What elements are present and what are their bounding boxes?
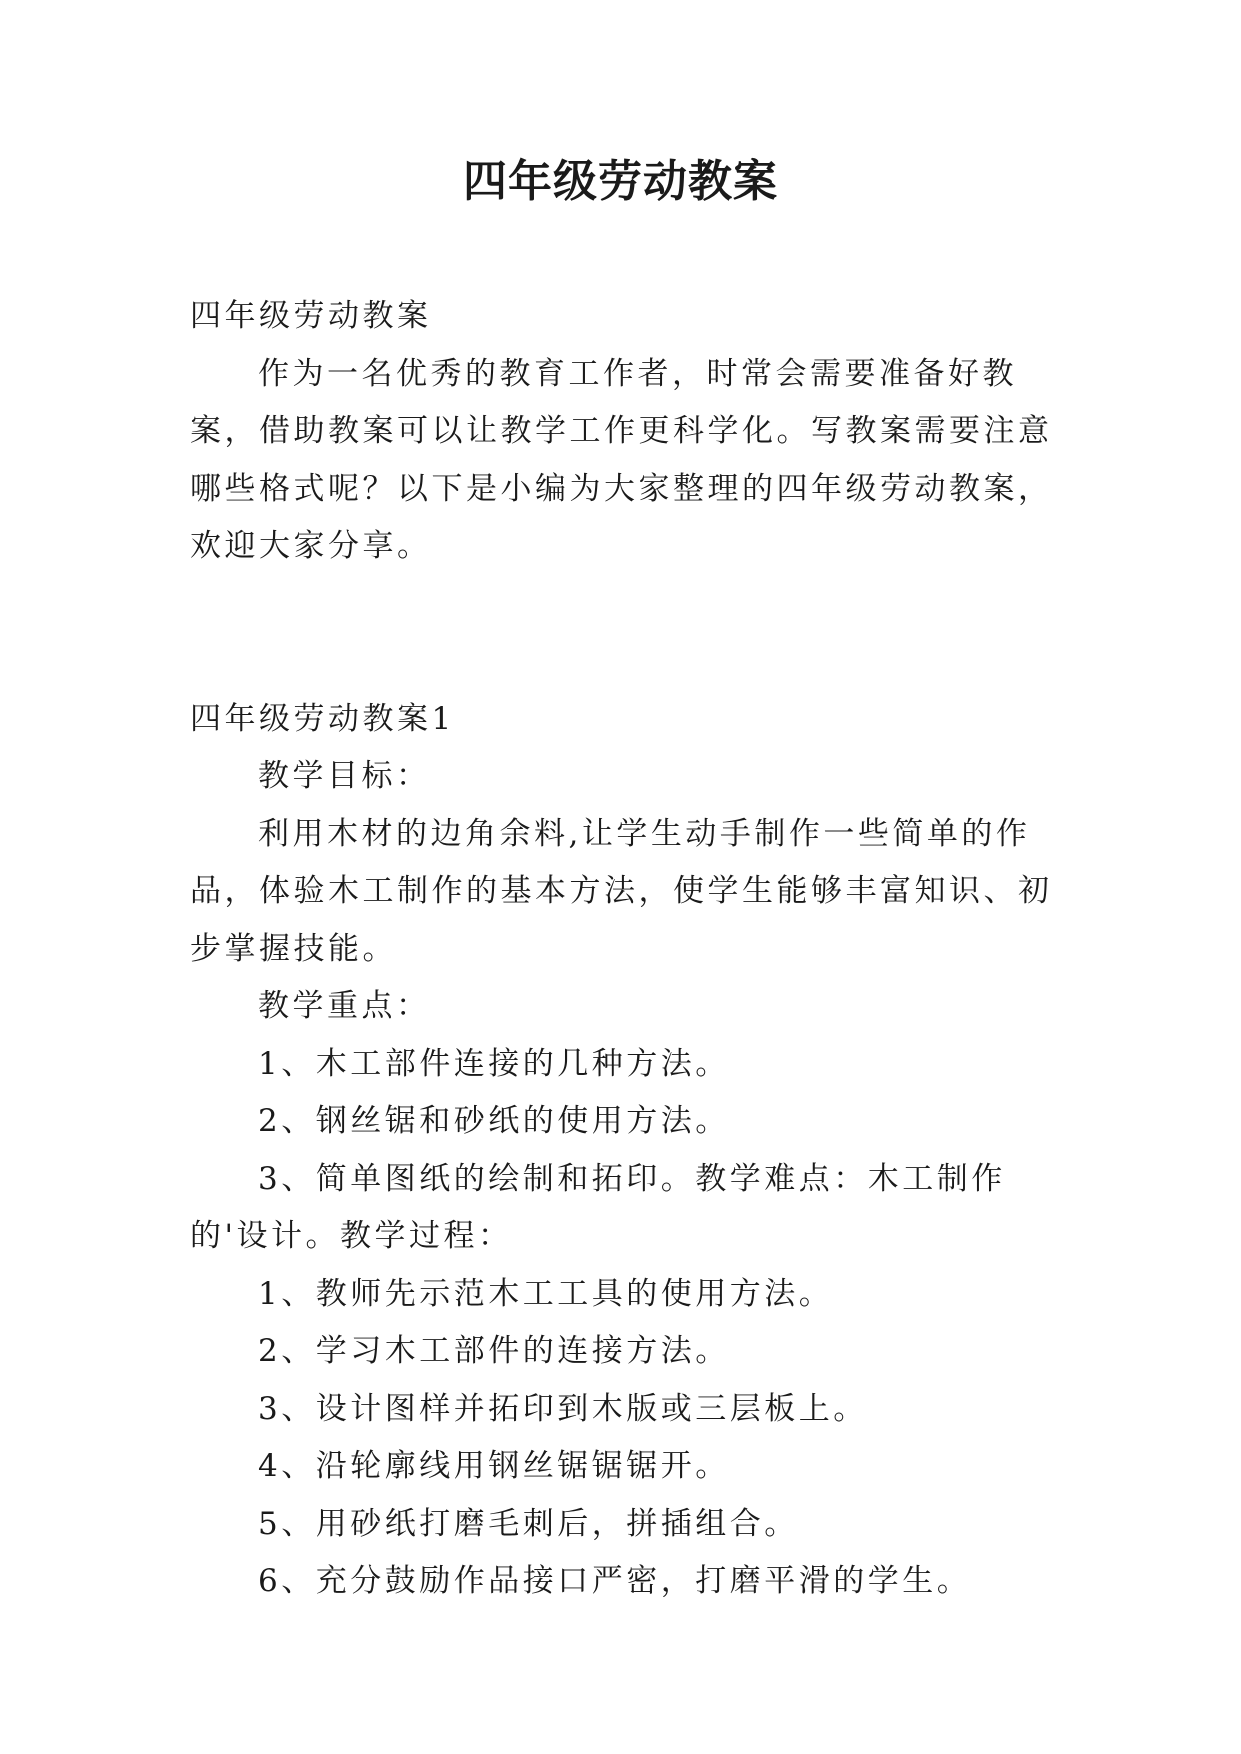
list-item: 6、充分鼓励作品接口严密，打磨平滑的学生。: [258, 1563, 972, 1599]
document-body: [190, 288, 1060, 1611]
paragraph-objectives-label: 教学目标：: [258, 758, 431, 794]
list-item: 1、教师先示范木工工具的使用方法。: [258, 1275, 834, 1312]
document-title: 四年级劳动教案: [463, 156, 778, 207]
document-heading: 四年级劳动教案: [190, 298, 432, 334]
list-item: 2、钢丝锯和砂纸的使用方法。: [258, 1103, 730, 1139]
list-item: 2、学习木工部件的连接方法。: [258, 1333, 730, 1369]
list-item: 3、简单图纸的绘制和拓印。教学难点：木工制作的'设计。教学过程：: [190, 1160, 1006, 1254]
section-gap: [190, 576, 1060, 691]
paragraph-key-points-label: 教学重点：: [258, 988, 431, 1024]
list-item: 3、设计图样并拓印到木版或三层板上。: [258, 1390, 868, 1427]
intro-paragraph: 作为一名优秀的教育工作者，时常会需要准备好教案，借助教案可以让教学工作更科学化。写教案需要注意哪些格式呢？以下是小编为大家整理的四年级劳动教案，欢迎大家分享。: [190, 355, 1053, 564]
list-item: 1、木工部件连接的几种方法。: [258, 1045, 730, 1082]
paragraph-objectives: 利用木材的边角余料,让学生动手制作一些简单的作品，体验木工制作的基本方法，使学生能够丰富知识、初步掌握技能。: [190, 815, 1053, 967]
list-item: 4、沿轮廓线用钢丝锯锯锯开。: [258, 1448, 730, 1484]
section-heading: 四年级劳动教案1: [190, 700, 455, 737]
list-item: 5、用砂纸打磨毛刺后，拼插组合。: [258, 1505, 799, 1542]
